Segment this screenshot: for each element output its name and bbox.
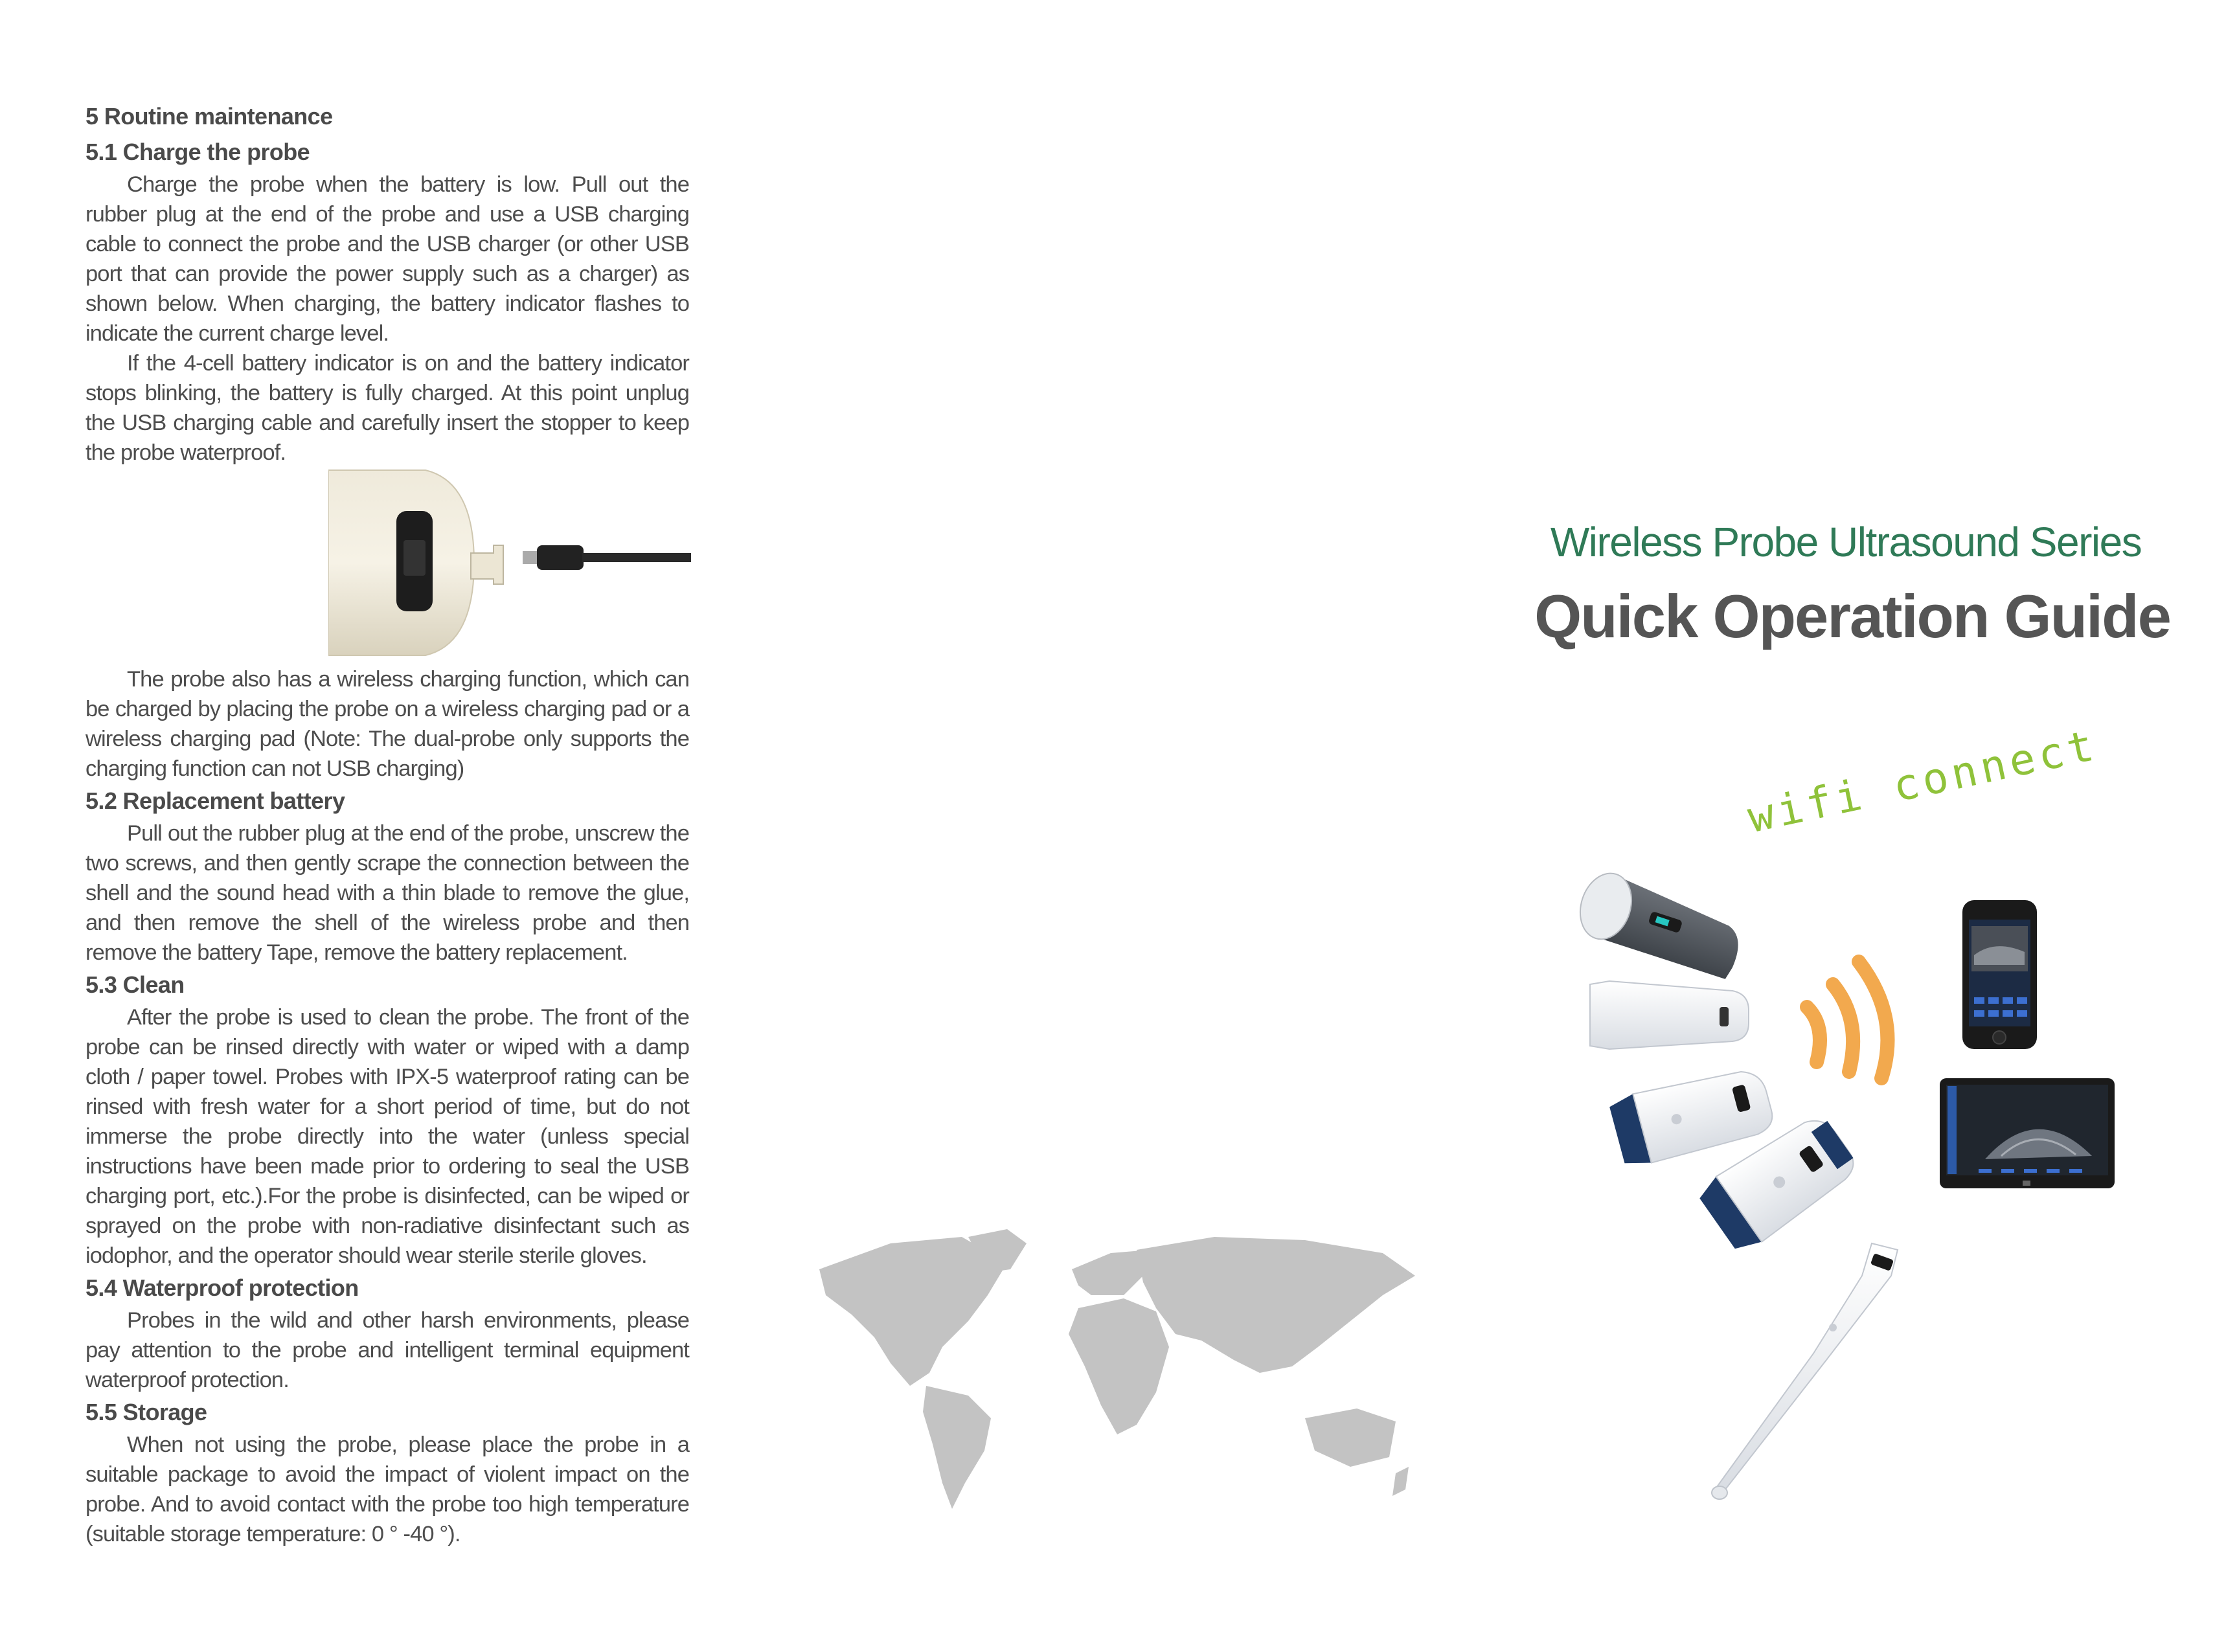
- usb-charging-illustration: [328, 469, 691, 657]
- probe-dual-blue: [1608, 1061, 1777, 1170]
- new-zealand-shape: [1392, 1467, 1409, 1496]
- asia-shape: [1137, 1237, 1415, 1373]
- usb-micro-tip: [523, 551, 537, 564]
- heading-charge-probe: 5.1 Charge the probe: [85, 139, 310, 165]
- paragraph-wireless-charging: The probe also has a wireless charging function, which can be charged by placing the probe on a wireless charging pad or a wireless charging pad (Note: The dual-probe only supports the charging function can not USB charging): [85, 667, 689, 781]
- north-america-shape: [819, 1237, 1007, 1386]
- africa-shape: [1069, 1298, 1169, 1434]
- usb-connector: [537, 545, 584, 570]
- cover-subtitle: Wireless Probe Ultrasound Series: [1550, 519, 2142, 565]
- heading-replacement-battery: 5.2 Replacement battery: [85, 787, 345, 814]
- australia-shape: [1305, 1409, 1396, 1467]
- paragraph-storage: When not using the probe, please place the probe in a suitable package to avoid the impact of violent impact on the probe. And to avoid contact with the probe too high temperature (suitable storage temperature: 0 ° -40 °).: [85, 1432, 689, 1546]
- section-title: 5 Routine maintenance: [85, 103, 333, 130]
- world-map: [813, 1224, 1428, 1535]
- heading-waterproof: 5.4 Waterproof protection: [85, 1274, 359, 1301]
- heading-clean: 5.3 Clean: [85, 971, 185, 998]
- europe-shape: [1072, 1250, 1150, 1295]
- paragraph-waterproof: Probes in the wild and other harsh environments, please pay attention to the probe and intelligent terminal equipment waterproof protection.: [85, 1308, 689, 1392]
- maintenance-column: [85, 98, 689, 1549]
- paragraph-charge-2: If the 4-cell battery indicator is on and the battery indicator stops blinking, the battery is fully charged. At this point unplug the USB charging cable and carefully insert the stopper to keep the probe waterproof.: [85, 351, 689, 465]
- rubber-plug: [471, 545, 503, 584]
- paragraph-replacement-battery: Pull out the rubber plug at the end of the probe, unscrew the two screws, and then gently scrape the connection between the shell and the sound head with a thin blade to remove the glue, and then remove the shell of the wireless probe and then remove the battery Tape, remove the battery replacement.: [85, 821, 689, 965]
- paragraph-charge-1: Charge the probe when the battery is low. Pull out the rubber plug at the end of the probe and use a USB charging cable to connect the probe and the USB charger (or other USB port that can provide the power supply such as a charger) as shown below. When charging, the battery indicator flashes to indicate the current charge level.: [85, 172, 689, 346]
- probe-intracavity: [1712, 1243, 1898, 1499]
- paragraph-clean: After the probe is used to clean the probe. The front of the probe can be rinsed directly with water or wiped with a damp cloth / paper towel. Probes with IPX-5 waterproof rating can be rinsed with fresh water for a short period of time, but do not immerse the probe directly into the water (unless special instructions have been made prior to ordering to seal the USB charging port, etc.).For the probe is disinfected, can be wiped or sprayed on the probe with non-radiative disinfectant such as iodophor, and the operator should wear sterile sterile gloves.: [85, 1005, 689, 1268]
- wifi-signal-icon: [1807, 962, 1887, 1078]
- probe-grey: [1572, 866, 1749, 981]
- usb-cable: [582, 553, 691, 562]
- probe-white-linear: [1590, 981, 1749, 1049]
- heading-storage: 5.5 Storage: [85, 1399, 207, 1425]
- tablet: [1940, 1078, 2115, 1188]
- usb-charging-figure: [85, 469, 689, 657]
- cover-title: Quick Operation Guide: [1534, 582, 2170, 650]
- devices-illustration: [1567, 822, 2124, 1502]
- battery-indicator-lights: [403, 540, 426, 576]
- wifi-connect-label: wifi connect: [1743, 719, 2102, 843]
- smartphone: [1962, 900, 2037, 1049]
- south-america-shape: [923, 1386, 991, 1509]
